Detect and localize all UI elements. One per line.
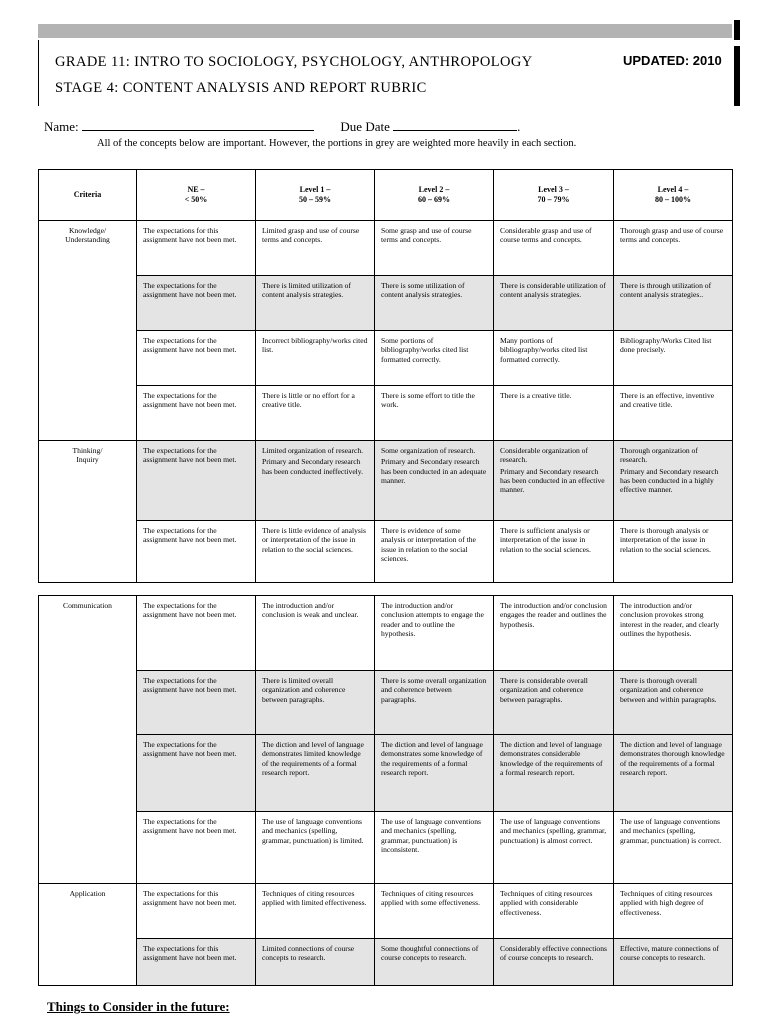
cell: The diction and level of language demonstrates limited knowledge of the requirements of a formal research report. [256,735,375,812]
cell: The diction and level of language demonstrates some knowledge of the requirements of a formal research report. [375,735,494,812]
criteria-communication: Communication [39,596,137,884]
left-rule [38,40,39,106]
cell: There is considerable utilization of content analysis strategies. [494,276,614,331]
cell: There is little or no effort for a creative title. [256,386,375,441]
cell: There is some effort to title the work. [375,386,494,441]
cell: Incorrect bibliography/works cited list. [256,331,375,386]
cell: Techniques of citing resources applied with some effectiveness. [375,884,494,939]
cell: Techniques of citing resources applied with limited effectiveness. [256,884,375,939]
cell: The introduction and/or conclusion engages the reader and outlines the hypothesis. [494,596,614,671]
cell: There is an effective, inventive and creative title. [614,386,733,441]
communication-row-4 [39,812,733,884]
cell: The expectations for the assignment have not been met. [137,596,256,671]
cell: The expectations for this assignment have not been met. [137,939,256,986]
thinking-row-2 [39,521,733,583]
communication-row-1 [39,596,733,671]
cell: Techniques of citing resources applied with high degree of effectiveness. [614,884,733,939]
communication-row-2 [39,671,733,735]
cell: There is little evidence of analysis or interpretation of the issue in relation to the social sciences. [256,521,375,583]
criteria-application: Application [39,884,137,986]
cell: There is some overall organization and coherence between paragraphs. [375,671,494,735]
cell: Limited grasp and use of course terms and concepts. [256,221,375,276]
name-label: Name: [44,119,79,134]
header-row [39,170,733,221]
cell: The expectations for the assignment have not been met. [137,276,256,331]
cell: Thorough organization of research. Primary and Secondary research has been conducted in a highly effective manner. [614,441,733,521]
cell: Some grasp and use of course terms and concepts. [375,221,494,276]
cell: Considerable grasp and use of course terms and concepts. [494,221,614,276]
cell: Some portions of bibliography/works cited list formatted correctly. [375,331,494,386]
header-ne: NE – < 50% [137,170,256,221]
cell: There is evidence of some analysis or interpretation of the issue in relation to the social sciences. [375,521,494,583]
cell: There is through utilization of content analysis strategies.. [614,276,733,331]
cell: The diction and level of language demonstrates considerable knowledge of the requirements of a formal research report. [494,735,614,812]
header-criteria: Criteria [39,170,137,221]
cell: There is limited utilization of content analysis strategies. [256,276,375,331]
updated-label: UPDATED: 2010 [623,53,722,68]
cell: The introduction and/or conclusion is weak and unclear. [256,596,375,671]
cell: The expectations for the assignment have not been met. [137,441,256,521]
due-date-period: . [517,119,521,134]
cell: The introduction and/or conclusion provokes strong interest in the reader, and clearly outlines the hypothesis. [614,596,733,671]
right-black-bar [734,46,740,106]
application-row-2 [39,939,733,986]
cell: The expectations for the assignment have not been met. [137,671,256,735]
cell: The expectations for the assignment have not been met. [137,812,256,884]
cell: There is considerable overall organization and coherence between paragraphs. [494,671,614,735]
cell: Considerable organization of research. Primary and Secondary research has been conducted in an effective manner. [494,441,614,521]
cell: The use of language conventions and mechanics (spelling, grammar, punctuation) is limited. [256,812,375,884]
cell: The expectations for the assignment have not been met. [137,331,256,386]
due-date-field[interactable] [393,118,517,131]
cell: The expectations for this assignment have not been met. [137,884,256,939]
weighting-note: All of the concepts below are important. However, the portions in grey are weighted more heavily in each section. [97,138,577,149]
cell: Thorough grasp and use of course terms and concepts. [614,221,733,276]
cell: There is limited overall organization and coherence between paragraphs. [256,671,375,735]
cell: Some organization of research. Primary and Secondary research has been conducted in an adequate manner. [375,441,494,521]
cell: There is thorough overall organization and coherence between and within paragraphs. [614,671,733,735]
course-title: GRADE 11: INTRO TO SOCIOLOGY, PSYCHOLOGY, ANTHROPOLOGY [55,54,533,70]
header-level-4: Level 4 – 80 – 100% [614,170,733,221]
knowledge-row-2 [39,276,733,331]
criteria-knowledge: Knowledge/ Understanding [39,221,137,441]
cell: The expectations for the assignment have not been met. [137,521,256,583]
cell: The expectations for this assignment have not been met. [137,221,256,276]
top-grey-bar [38,24,732,38]
cell: The diction and level of language demonstrates thorough knowledge of the requirements of a formal research report. [614,735,733,812]
right-black-bar-top [734,20,740,40]
cell: The introduction and/or conclusion attempts to engage the reader and to outline the hypothesis. [375,596,494,671]
criteria-thinking: Thinking/ Inquiry [39,441,137,583]
cell: The use of language conventions and mechanics (spelling, grammar, punctuation) is almost correct. [494,812,614,884]
header-level-1: Level 1 – 50 – 59% [256,170,375,221]
cell: Limited organization of research. Primary and Secondary research has been conducted ineffectively. [256,441,375,521]
header-level-3: Level 3 – 70 – 79% [494,170,614,221]
future-considerations-heading: Things to Consider in the future: [47,999,230,1014]
due-date-label: Due Date [340,119,390,134]
rubric-table-2 [38,595,733,986]
application-row-1 [39,884,733,939]
knowledge-row-1 [39,221,733,276]
rubric-title: STAGE 4: CONTENT ANALYSIS AND REPORT RUBRIC [55,80,427,96]
header-level-2: Level 2 – 60 – 69% [375,170,494,221]
name-due-line [44,118,520,135]
cell: Many portions of bibliography/works cited list formatted correctly. [494,331,614,386]
cell: Effective, mature connections of course concepts to research. [614,939,733,986]
cell: There is a creative title. [494,386,614,441]
thinking-row-1 [39,441,733,521]
cell: Considerably effective connections of course concepts to research. [494,939,614,986]
cell: There is some utilization of content analysis strategies. [375,276,494,331]
rubric-table-1 [38,169,733,583]
cell: There is thorough analysis or interpretation of the issue in relation to the social sciences. [614,521,733,583]
knowledge-row-4 [39,386,733,441]
communication-row-3 [39,735,733,812]
cell: The use of language conventions and mechanics (spelling, grammar, punctuation) is correct. [614,812,733,884]
cell: The expectations for the assignment have not been met. [137,386,256,441]
cell: Some thoughtful connections of course concepts to research. [375,939,494,986]
cell: Techniques of citing resources applied with considerable effectiveness. [494,884,614,939]
cell: Limited connections of course concepts to research. [256,939,375,986]
cell: The expectations for the assignment have not been met. [137,735,256,812]
cell: The use of language conventions and mechanics (spelling, grammar, punctuation) is inconsistent. [375,812,494,884]
knowledge-row-3 [39,331,733,386]
name-field[interactable] [82,118,314,131]
cell: Bibliography/Works Cited list done precisely. [614,331,733,386]
cell: There is sufficient analysis or interpretation of the issue in relation to the social sciences. [494,521,614,583]
